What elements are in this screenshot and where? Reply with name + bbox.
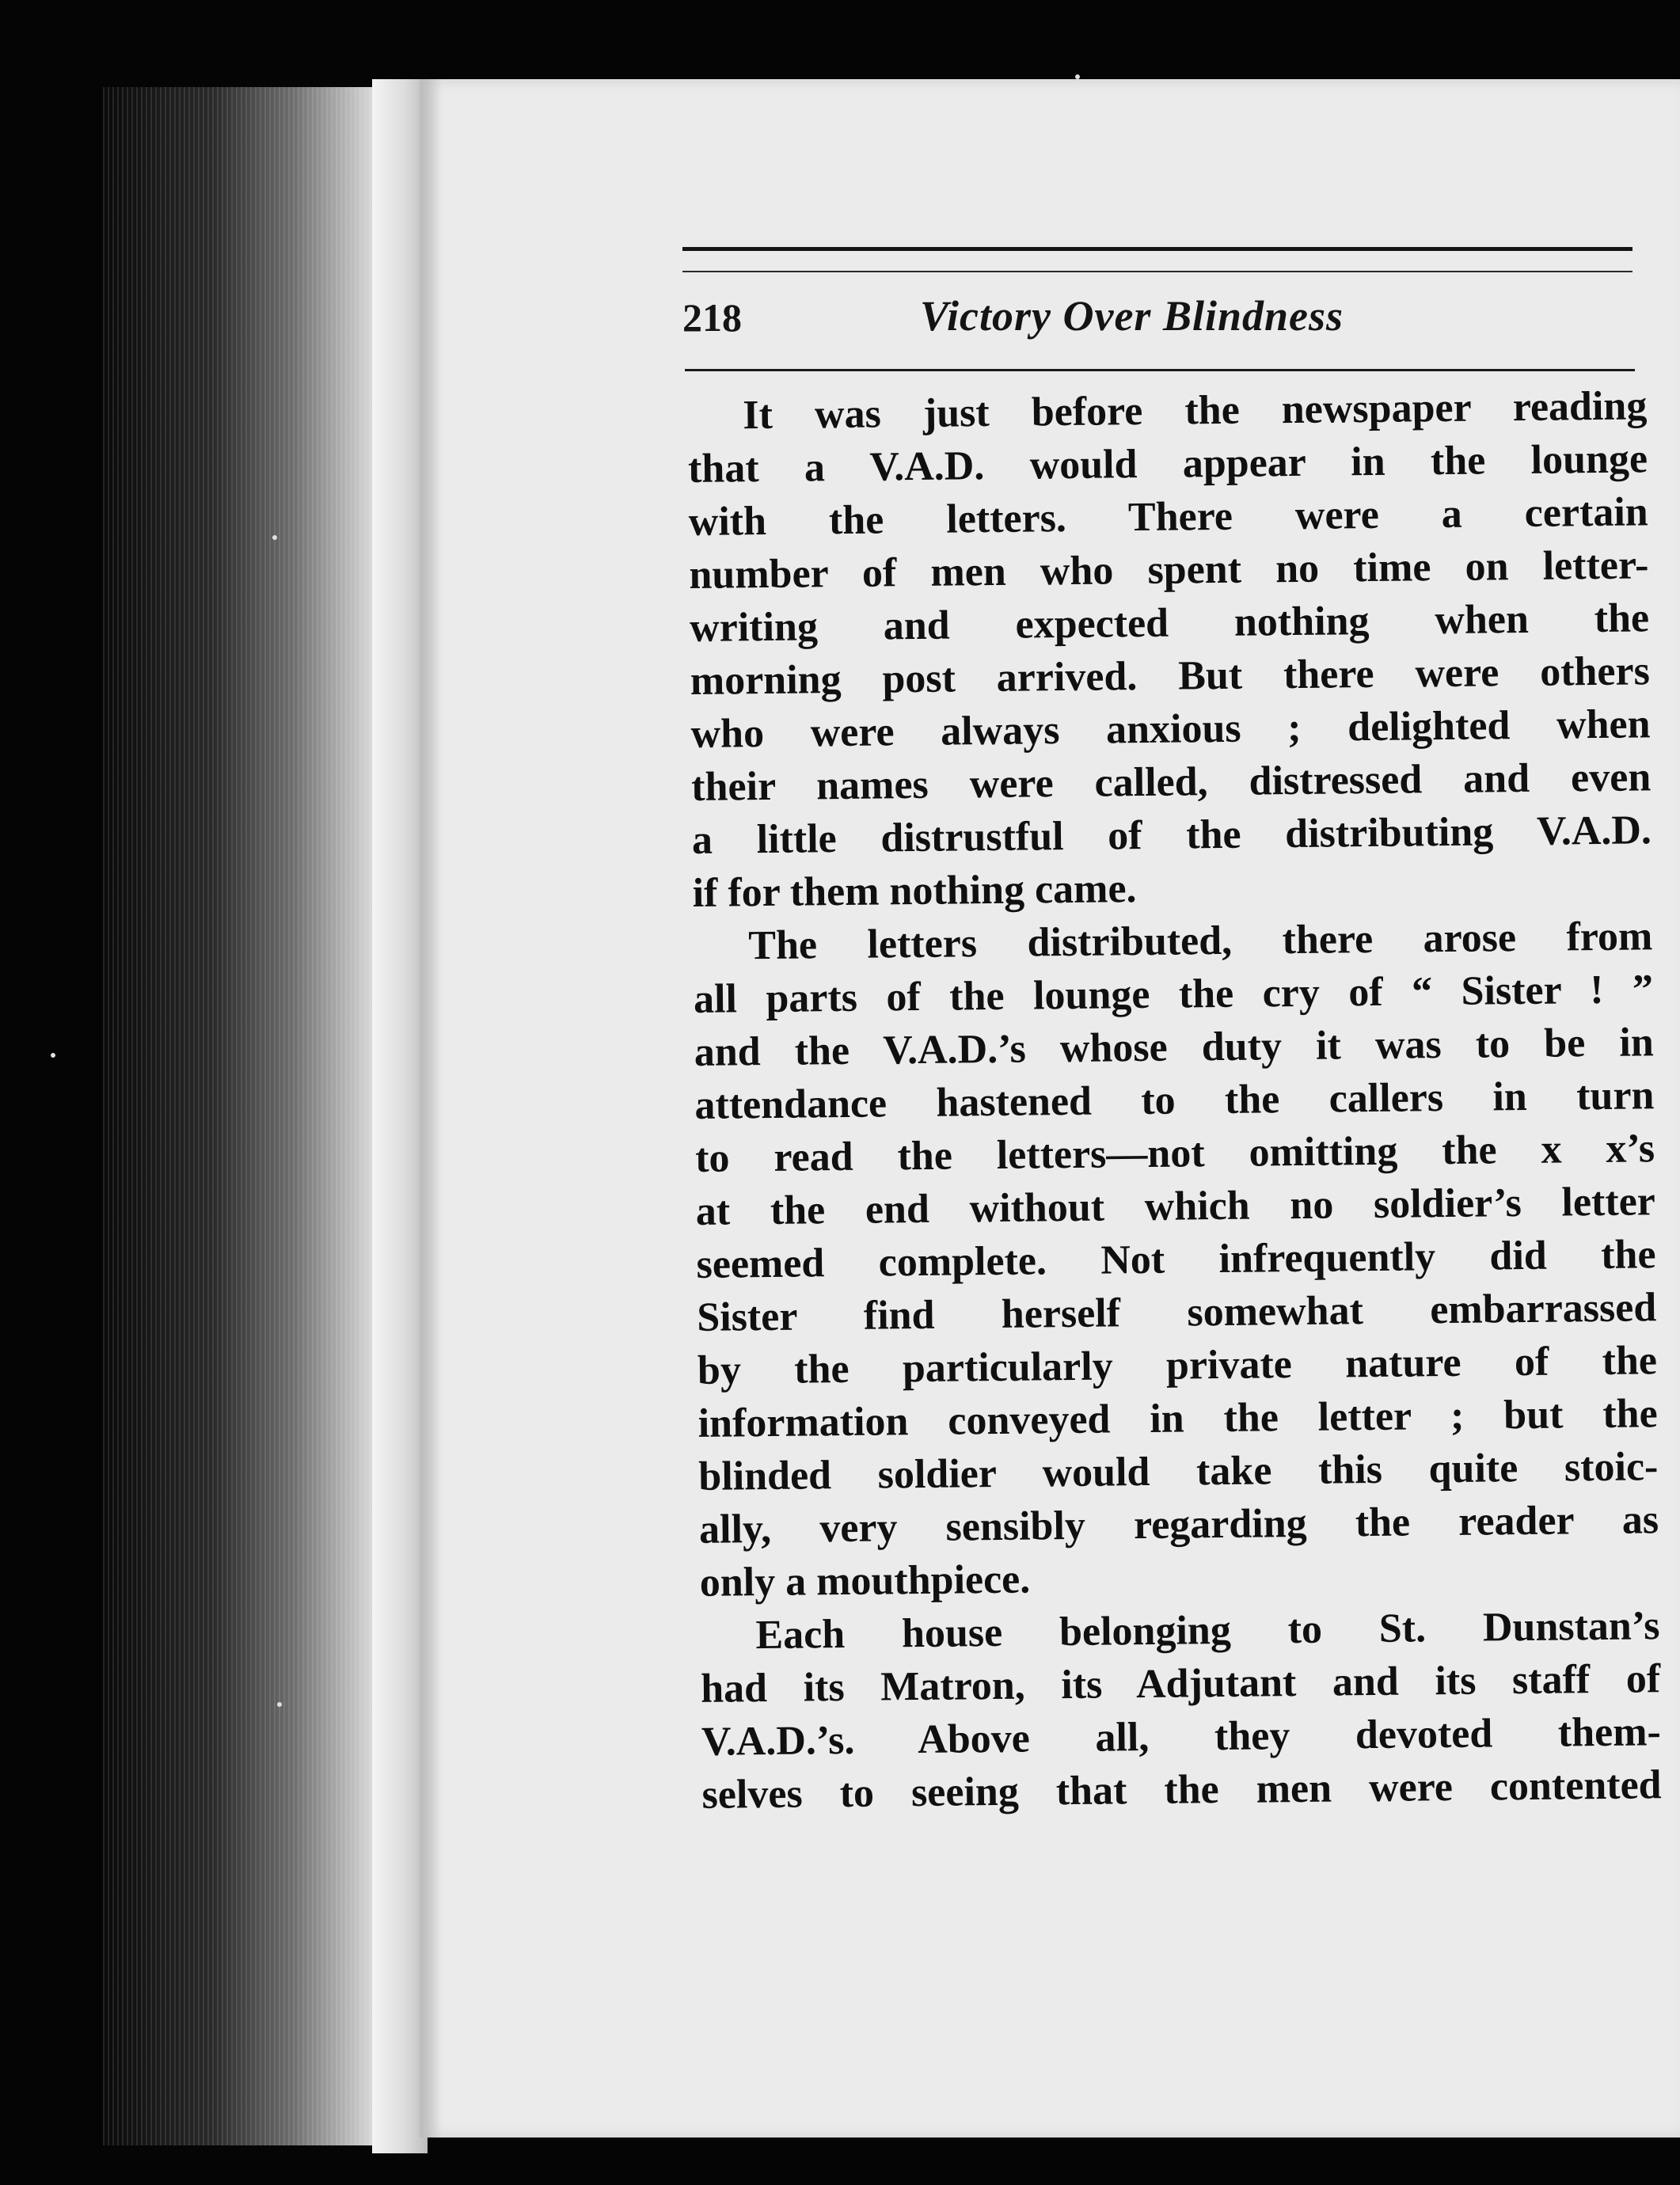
running-title: Victory Over Blindness [920,292,1344,340]
text-line: a little distrustful of the distributing V.A.D. [691,808,1652,863]
text-line: Each house belonging to St. Dunstan’s [755,1603,1660,1659]
text-line: that a V.A.D. would appear in the lounge [687,436,1648,492]
text-line: all parts of the lounge the cry of “ Sister ! ” [693,967,1654,1022]
dust-speck [1075,74,1080,79]
text-line: The letters distributed, there arose from [748,914,1653,969]
text-line: and the V.A.D.’s whose duty it was to be in [694,1020,1655,1075]
text-line: at the end without which no soldier’s letter [695,1179,1656,1234]
text-line: V.A.D.’s. Above all, they devoted them- [701,1709,1662,1765]
text-line: who were always anxious ; delighted when [690,701,1651,757]
page-number: 218 [682,295,742,340]
paragraph [693,910,1659,1609]
gutter-shadow [420,79,442,2138]
text-line: with the letters. There were a certain [688,489,1648,545]
text-line: attendance hastened to the callers in turn [694,1073,1655,1128]
body-text [687,379,1662,1822]
text-line: by the particularly private nature of the [697,1338,1658,1393]
text-line: morning post arrived. But there were others [690,648,1651,704]
text-line: blinded soldier would take this quite stoic- [698,1444,1659,1499]
text-line: had its Matron, its Adjutant and its staff of [700,1656,1661,1712]
dust-speck [272,535,277,540]
text-line: writing and expected nothing when the [689,595,1650,651]
header-rule-thick [682,247,1632,251]
text-line: if for them nothing came. [692,866,1137,916]
text-line: to read the letters—not omitting the x x’s [694,1126,1655,1181]
text-line: It was just before the newspaper reading [743,383,1648,439]
dust-speck [277,1702,282,1707]
text-line: information conveyed in the letter ; but the [697,1391,1658,1446]
header-rule-thin [682,271,1632,272]
text-line: seemed complete. Not infrequently did the [696,1232,1656,1287]
text-line: Sister find herself somewhat embarrassed [696,1285,1657,1340]
running-head [682,291,1632,355]
text-line: their names were called, distressed and even [690,754,1651,810]
paragraph [700,1599,1662,1822]
header-rule-bottom [685,369,1635,371]
text-line: number of men who spent no time on letter- [689,542,1649,598]
dust-speck [51,1053,55,1058]
text-line: only a mouthpiece. [699,1556,1031,1606]
text-line: ally, very sensibly regarding the reader as [698,1497,1659,1552]
text-line: selves to seeing that the men were contented [701,1762,1662,1818]
paragraph [687,379,1652,920]
